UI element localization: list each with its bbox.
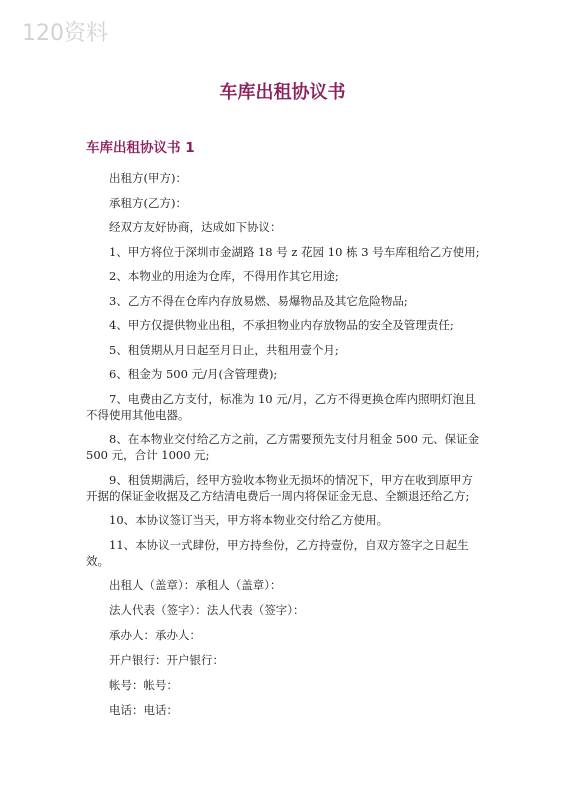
clause-5: 5、租赁期从月日起至月日止，共租用壹个月; [109,342,339,357]
handler-line: 承办人：承办人： [109,628,201,642]
clause-1: 1、甲方将位于深圳市金湖路 18 号 z 花园 10 栋 3 号车库租给乙方使用; [109,244,480,259]
agreement-intro: 经双方友好协商，达成如下协议： [109,220,282,234]
phone-line: 电话：电话： [109,703,178,717]
clause-11: 11、本协议一式肆份，甲方持叁份，乙方持壹份，自双方签字之日起生效。 [86,537,469,568]
clause-8: 8、在本物业交付给乙方之前，乙方需要预先支付月租金 500 元、保证金 500 元，合计 1000 元; [86,432,480,462]
clause-7: 7、电费由乙方支付，标准为 10 元/月，乙方不得更换仓库内照明灯泡且不得使用其他电器。 [86,391,476,422]
agreement-body [86,170,484,727]
document-title: 车库出租协议书 [219,82,346,103]
clause-2: 2、本物业的用途为仓库，不得用作其它用途; [109,269,339,283]
clause-4: 4、甲方仅提供物业出租，不承担物业内存放物品的安全及管理责任; [109,318,454,332]
legal-rep-line: 法人代表（签字）：法人代表（签字）： [109,603,305,617]
account-line: 帐号：帐号： [109,678,178,692]
lessee-line: 承租方(乙方)： [109,195,187,210]
watermark-logo: 120资料 [22,21,108,46]
clause-9: 9、租赁期满后，经甲方验收本物业无损坏的情况下，甲方在收到原甲方开据的保证金收据及乙方结清电费后一周内将保证金无息、全额退还给乙方; [86,472,473,503]
lessor-line: 出租方(甲方)： [109,171,187,185]
clause-10: 10、本协议签订当天，甲方将本物业交付给乙方使用。 [109,513,389,527]
section-heading: 车库出租协议书 1 [86,140,195,156]
clause-3: 3、乙方不得在仓库内存放易燃、易爆物品及其它危险物品; [109,293,408,308]
clause-6: 6、租金为 500 元/月(含管理费); [109,367,278,381]
signature-seal-line: 出租人（盖章）：承租人（盖章）： [109,578,282,592]
bank-line: 开户银行：开户银行： [109,653,224,667]
